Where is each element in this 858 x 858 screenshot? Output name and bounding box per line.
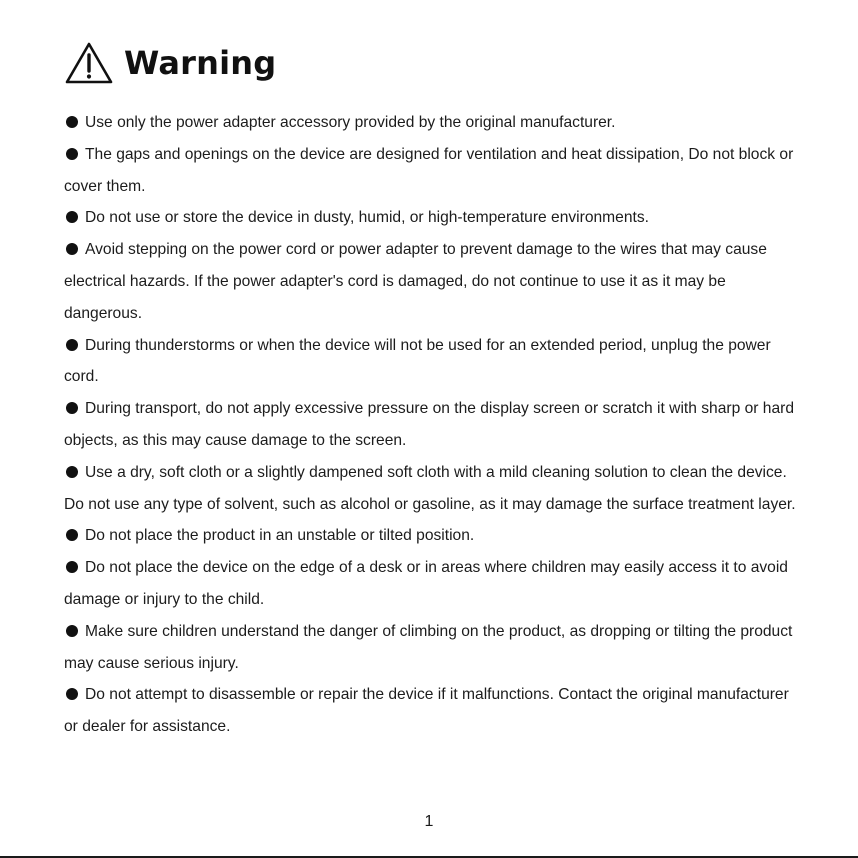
list-item	[64, 107, 804, 139]
bullet-icon	[66, 116, 78, 128]
warning-text: Do not attempt to disassemble or repair the device if it malfunctions. Contact the original manufacturer or dealer for assistance.	[64, 686, 789, 736]
bullet-icon	[66, 243, 78, 255]
bullet-icon	[66, 561, 78, 573]
list-item	[64, 393, 804, 457]
bullet-icon	[66, 148, 78, 160]
warning-list	[64, 107, 804, 743]
warning-text: During thunderstorms or when the device will not be used for an extended period, unplug the power cord.	[64, 336, 771, 386]
list-item	[64, 520, 804, 552]
warning-text: Do not place the product in an unstable or tilted position.	[85, 527, 475, 545]
bullet-icon	[66, 402, 78, 414]
warning-text: Use only the power adapter accessory provided by the original manufacturer.	[85, 114, 616, 131]
warning-text: The gaps and openings on the device are designed for ventilation and heat dissipation, Do not block or cover them.	[64, 145, 794, 195]
bullet-icon	[66, 339, 78, 351]
list-item	[64, 330, 804, 394]
warning-text: Make sure children understand the danger of climbing on the product, as dropping or tilting the product may cause serious injury.	[64, 622, 793, 672]
list-item	[64, 202, 804, 234]
list-item	[64, 679, 804, 743]
page-number: 1	[424, 813, 434, 830]
bullet-icon	[66, 688, 78, 700]
warning-text: Do not use or store the device in dusty, humid, or high-temperature environments.	[85, 209, 649, 227]
warning-text: Avoid stepping on the power cord or power adapter to prevent damage to the wires that may cause electrical hazards. If the power adapter's cord is damaged, do not continue to use it as it may be dangerous.	[64, 241, 767, 322]
warning-text: Use a dry, soft cloth or a slightly dampened soft cloth with a mild cleaning solution to clean the device. Do not use any type of solvent, such as alcohol or gasoline, as it may damage the surface treatment layer.	[64, 463, 796, 513]
list-item	[64, 234, 804, 329]
warning-text: During transport, do not apply excessive pressure on the display screen or scratch it with sharp or hard objects, as this may cause damage to the screen.	[64, 400, 794, 449]
warning-header	[64, 38, 276, 88]
warning-text: Do not place the device on the edge of a desk or in areas where children may easily access it to avoid damage or injury to the child.	[64, 559, 788, 608]
bullet-icon	[66, 466, 78, 478]
list-item	[64, 616, 804, 680]
page-title: Warning	[124, 44, 277, 82]
list-item	[64, 139, 804, 203]
bullet-icon	[66, 211, 78, 223]
warning-triangle-icon	[64, 41, 114, 85]
bullet-icon	[66, 529, 78, 541]
list-item	[64, 552, 804, 616]
bullet-icon	[66, 625, 78, 637]
list-item	[64, 457, 804, 521]
